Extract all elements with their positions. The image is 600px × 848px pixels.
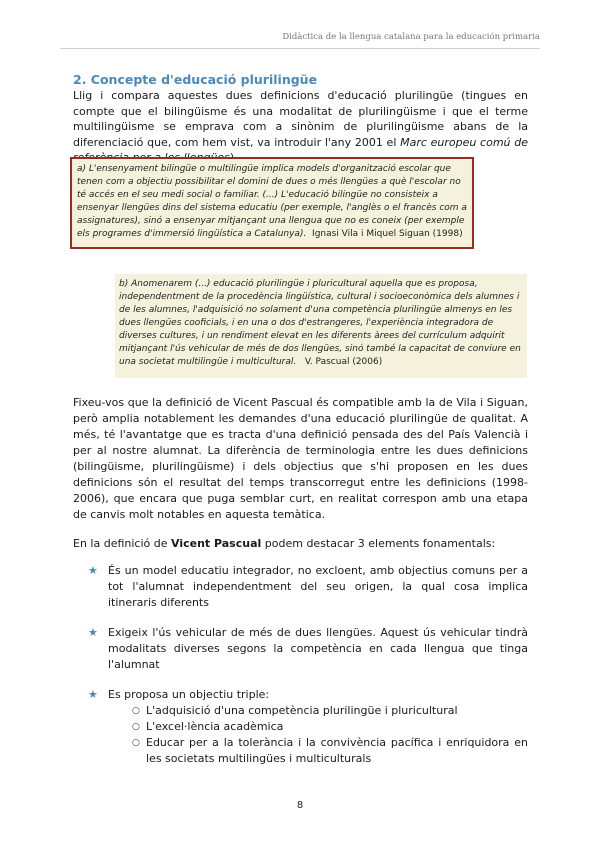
quote-b-text: b) Anomenarem (...) educació plurilingüe i pluricultural aquella que es proposa, independentment de la procedència lingüística, cultural i socioeconòmica dels alumnes i de les alumnes, l'adquisició no solament d'una competència plurilingüe almenys en les dues llengües cooficials, i en una o dos d'estrangeres, l'experiència integradora de diverses cultures, i un rendiment elevat en les diferents àrees del currículum adquirit mitjançant l'ús vehicular de més de dos llengües, sinó també la capacitat de conviure en una societat multilingüe i multicultural. bbox=[119, 279, 521, 367]
comparison-paragraph: Fixeu-vos que la definició de Vicent Pascual és compatible amb la de Vila i Siguan, però amplia notablement les demandes d'una educació plurilingüe de qualitat. A més, té l'avantatge que es tracta d'una definició pensada des del País Valencià i per al nostre alumnat. La diferència de terminologia entre les dues definicions (bilingüisme, plurilingüisme) i dels objectius que s'hi proposen en les dues definicions són el resultat del temps transcorregut entre les definicions (1998-2006), que encara que puga semblar curt, en realitat correspon amb una etapa de canvis molt notables en aquesta temàtica. bbox=[73, 396, 528, 521]
circle-bullet-icon: ○ bbox=[132, 722, 140, 732]
intro-paragraph bbox=[73, 88, 528, 166]
quote-box-pascual bbox=[115, 274, 527, 378]
circle-bullet-icon: ○ bbox=[132, 738, 140, 748]
intro-reference-title: Marc europeu comú de bbox=[400, 135, 528, 149]
intro-text: Llig i compara aquestes dues definicions d'educació plurilingüe (tingues en compte que el bilingüisme és una modalitat de plurilingüisme i que el terme multilingüisme se emprava com a sinònim de plurilingüisme abans de la diferenciació que, com hem vist, va introduir l'any 2001 el bbox=[73, 89, 528, 149]
objective-text: L'excel·lència acadèmica bbox=[146, 720, 284, 733]
list-item bbox=[88, 625, 528, 673]
quote-b-author: V. Pascual (2006) bbox=[304, 357, 383, 367]
star-icon: ★ bbox=[88, 564, 98, 577]
lead-before: En la definició de bbox=[73, 537, 171, 550]
objective-text: Educar per a la tolerància i la convivència pacífica i enriquidora en les societats multilingües i multiculturals bbox=[146, 736, 528, 765]
section-title: 2. Concepte d'educació plurilingüe bbox=[73, 72, 318, 87]
list-item bbox=[88, 687, 528, 767]
quote-a-text: a) L'ensenyament bilingüe o multilingüe implica models d'organització escolar que tenen com a objectiu possibilitar el domini de dues o més llengües a què l'escolar no té accés en el seu medi social o familiar. (...) L'educació bilingüe no consisteix a ensenyar llengües dins del sistema educatiu (per exemple, l'anglès o el francès com a assignatures), sinó a ensenyar mitjançant una llengua que no es coneix (per exemple els programes d'immersió lingüística a Catalunya). bbox=[77, 164, 467, 239]
star-icon: ★ bbox=[88, 688, 98, 701]
element-text: Exigeix l'ús vehicular de més de dues llengües. Aquest ús vehicular tindrà modalitats diverses segons la competència en cada llengua que tinga l'alumnat bbox=[108, 626, 528, 671]
page-number: 8 bbox=[296, 800, 304, 811]
objective-item bbox=[132, 719, 528, 735]
elements-lead bbox=[73, 537, 528, 550]
star-icon: ★ bbox=[88, 626, 98, 639]
list-item bbox=[88, 563, 528, 611]
quote-box-vila-siguan bbox=[70, 157, 474, 249]
element-text: És un model educatiu integrador, no excloent, amb objectius comuns per a tot l'alumnat independentment del seu origen, la qual cosa implica itineraris diferents bbox=[108, 564, 528, 609]
quote-a-author: Ignasi Vila i Miquel Siguan (1998) bbox=[312, 229, 463, 239]
objective-text: L'adquisició d'una competència plurilingüe i pluricultural bbox=[146, 704, 458, 717]
elements-list bbox=[88, 563, 528, 767]
objectives-list bbox=[108, 703, 528, 767]
objective-item bbox=[132, 735, 528, 767]
lead-after: podem destacar 3 elements fonamentals: bbox=[261, 537, 496, 550]
running-header: Didàctica de la llengua catalana para la educación primaria bbox=[60, 32, 540, 49]
circle-bullet-icon: ○ bbox=[132, 706, 140, 716]
lead-author-name: Vicent Pascual bbox=[171, 537, 262, 550]
element-text: Es proposa un objectiu triple: bbox=[108, 688, 270, 701]
objective-item bbox=[132, 703, 528, 719]
